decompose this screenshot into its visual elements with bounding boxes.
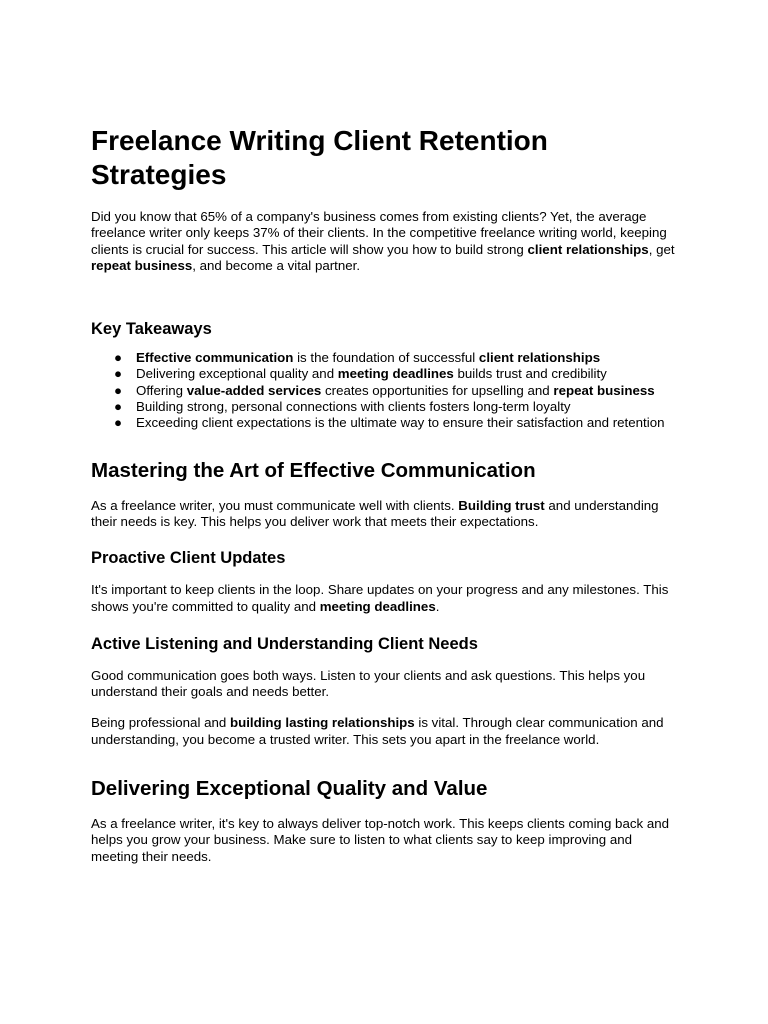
paragraph-text: and understanding their needs is key. This helps you deliver work that meets their expectations. bbox=[91, 497, 659, 529]
bullet-icon: ● bbox=[114, 415, 123, 431]
intro-bold-repeat-business: repeat business bbox=[91, 257, 193, 273]
active-listening-paragraph: Good communication goes both ways. Listen to your clients and ask questions. This helps you understand their goals and needs better. bbox=[91, 667, 646, 700]
paragraph-text: Being professional and bbox=[91, 715, 230, 731]
list-item-text: Offering bbox=[136, 382, 187, 398]
subheading-active-listening: Active Listening and Understanding Client Needs bbox=[91, 634, 478, 653]
list-item-text: builds trust and credibility bbox=[453, 366, 607, 382]
list-item-bold: value-added services bbox=[186, 382, 322, 398]
document-title: Freelance Writing Client Retention Strategies bbox=[91, 125, 548, 190]
bullet-icon: ● bbox=[114, 366, 123, 382]
list-item bbox=[91, 415, 681, 431]
communication-paragraph bbox=[91, 498, 681, 531]
lasting-relationships-paragraph bbox=[91, 715, 681, 748]
list-item-text: is the foundation of successful bbox=[293, 350, 479, 366]
section-heading-quality: Delivering Exceptional Quality and Value bbox=[91, 777, 488, 801]
list-item bbox=[91, 350, 681, 366]
intro-text: , get bbox=[648, 241, 675, 257]
list-item bbox=[91, 383, 681, 399]
intro-bold-client-relationships: client relationships bbox=[527, 241, 649, 257]
intro-paragraph bbox=[91, 209, 681, 274]
key-takeaways-list bbox=[91, 350, 681, 431]
list-item-bold: client relationships bbox=[478, 350, 601, 366]
subheading-proactive-updates: Proactive Client Updates bbox=[91, 549, 286, 568]
bullet-icon: ● bbox=[114, 350, 123, 366]
paragraph-text: As a freelance writer, you must communicate well with clients. bbox=[91, 497, 459, 513]
paragraph-bold-building-trust: Building trust bbox=[458, 497, 545, 513]
list-item-bold: meeting deadlines bbox=[337, 366, 454, 382]
intro-text: , and become a vital partner. bbox=[192, 257, 361, 273]
intro-text: Did you know that 65% of a company's business comes from existing clients? Yet, the average freelance writer only keeps 37% of their clients. In the competitive freelance writing world, keeping clients is crucial for success. This article will show you how to build strong bbox=[91, 209, 667, 257]
paragraph-text: It's important to keep clients in the loop. Share updates on your progress and any milestones. This shows you're committed to quality and bbox=[91, 582, 669, 614]
bullet-icon: ● bbox=[114, 382, 123, 398]
list-item-text: Delivering exceptional quality and bbox=[136, 366, 338, 382]
list-item bbox=[91, 399, 681, 415]
quality-paragraph: As a freelance writer, it's key to always deliver top-notch work. This keeps clients coming back and helps you grow your business. Make sure to listen to what clients say to keep improving and meeting their needs. bbox=[91, 816, 670, 864]
list-item-text: Building strong, personal connections with clients fosters long-term loyalty bbox=[136, 399, 571, 415]
list-item-bold: Effective communication bbox=[136, 350, 294, 366]
paragraph-text: is vital. Through clear communication and understanding, you become a trusted writer. This sets you apart in the freelance world. bbox=[91, 715, 664, 747]
key-takeaways-heading: Key Takeaways bbox=[91, 320, 212, 339]
paragraph-bold-lasting-relationships: building lasting relationships bbox=[229, 715, 415, 731]
paragraph-text: . bbox=[435, 598, 440, 614]
paragraph-bold-meeting-deadlines: meeting deadlines bbox=[319, 598, 436, 614]
list-item bbox=[91, 366, 681, 382]
list-item-bold: repeat business bbox=[553, 382, 655, 398]
section-heading-communication: Mastering the Art of Effective Communication bbox=[91, 458, 536, 482]
document-page bbox=[91, 124, 681, 865]
proactive-updates-paragraph bbox=[91, 582, 681, 615]
bullet-icon: ● bbox=[114, 399, 123, 415]
list-item-text: creates opportunities for upselling and bbox=[321, 382, 554, 398]
list-item-text: Exceeding client expectations is the ultimate way to ensure their satisfaction and retention bbox=[136, 415, 665, 431]
